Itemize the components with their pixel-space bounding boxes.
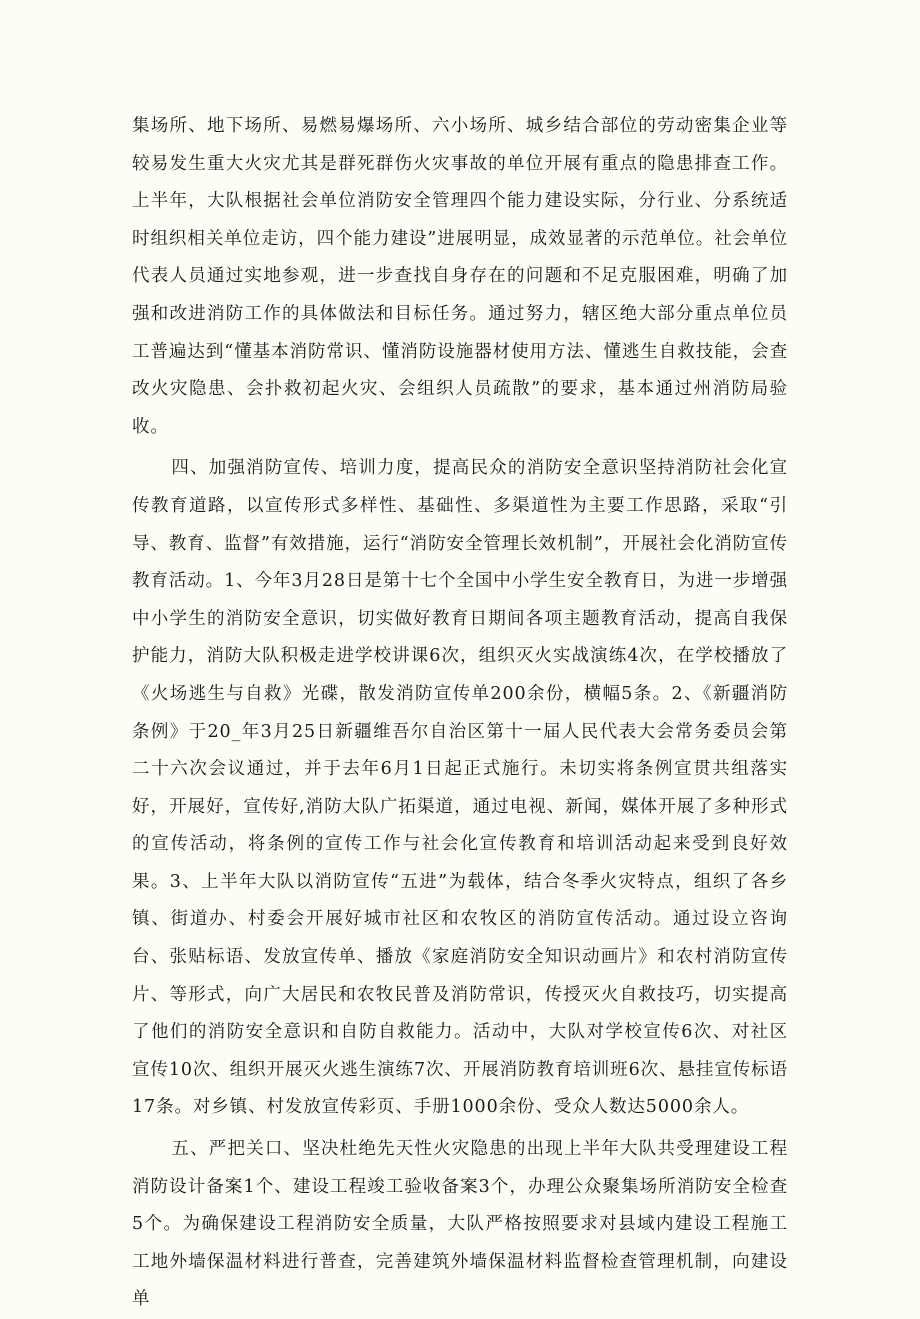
paragraph-section-four: 四、加强消防宣传、培训力度，提高民众的消防安全意识坚持消防社会化宣传教育道路，以宣传形式多样性、基础性、多渠道性为主要工作思路，采取“引导、教育、监督”有效措施，运行“消防安全管理长效机制”，开展社会化消防宣传教育活动。1、今年3月28日是第十七个全国中小学生安全教育日，为进一步增强中小学生的消防安全意识，切实做好教育日期间各项主题教育活动，提高自我保护能力，消防大队积极走进学校讲课6次，组织灭火实战演练4次，在学校播放了《火场逃生与自救》光碟，散发消防宣传单200余份，横幅5条。2、《新疆消防条例》于20_年3月25日新疆维吾尔自治区第十一届人民代表大会常务委员会第二十六次会议通过，并于去年6月1日起正式施行。未切实将条例宣贯共组落实好，开展好，宣传好,消防大队广拓渠道，通过电视、新闻，媒体开展了多种形式的宣传活动，将条例的宣传工作与社会化宣传教育和培训活动起来受到良好效果。3、上半年大队以消防宣传“五进”为载体，结合冬季火灾特点，组织了各乡镇、街道办、村委会开展好城市社区和农牧区的消防宣传活动。通过设立咨询台、张贴标语、发放宣传单、播放《家庭消防安全知识动画片》和农村消防宣传片、等形式，向广大居民和农牧民普及消防常识，传授灭火自救技巧，切实提高了他们的消防安全意识和自防自救能力。活动中，大队对学校宣传6次、对社区宣传10次、组织开展灭火逃生演练7次、开展消防教育培训班6次、悬挂宣传标语17条。对乡镇、村发放宣传彩页、手册1000余份、受众人数达5000余人。	[132, 458, 788, 1118]
paragraph-continuation: 集场所、地下场所、易燃易爆场所、六小场所、城乡结合部位的劳动密集企业等较易发生重大火灾尤其是群死群伤火灾事故的单位开展有重点的隐患排查工作。上半年，大队根据社会单位消防安全管理四个能力建设实际，分行业、分系统适时组织相关单位走访，四个能力建设”进展明显，成效显著的示范单位。社会单位代表人员通过实地参观，进一步查找自身存在的问题和不足克服困难，明确了加强和改进消防工作的具体做法和目标任务。通过努力，辖区绝大部分重点单位员工普遍达到“懂基本消防常识、懂消防设施器材使用方法、懂逃生自救技能，会查改火灾隐患、会扑救初起火灾、会组织人员疏散”的要求，基本通过州消防局验收。	[132, 116, 788, 437]
paragraph-section-five: 五、严把关口、坚决杜绝先天性火灾隐患的出现上半年大队共受理建设工程消防设计备案1个、建设工程竣工验收备案3个，办理公众聚集场所消防安全检查5个。为确保建设工程消防安全质量，大队严格按照要求对县域内建设工程施工工地外墙保温材料进行普查，完善建筑外墙保温材料监督检查管理机制，向建设单	[132, 1139, 788, 1310]
